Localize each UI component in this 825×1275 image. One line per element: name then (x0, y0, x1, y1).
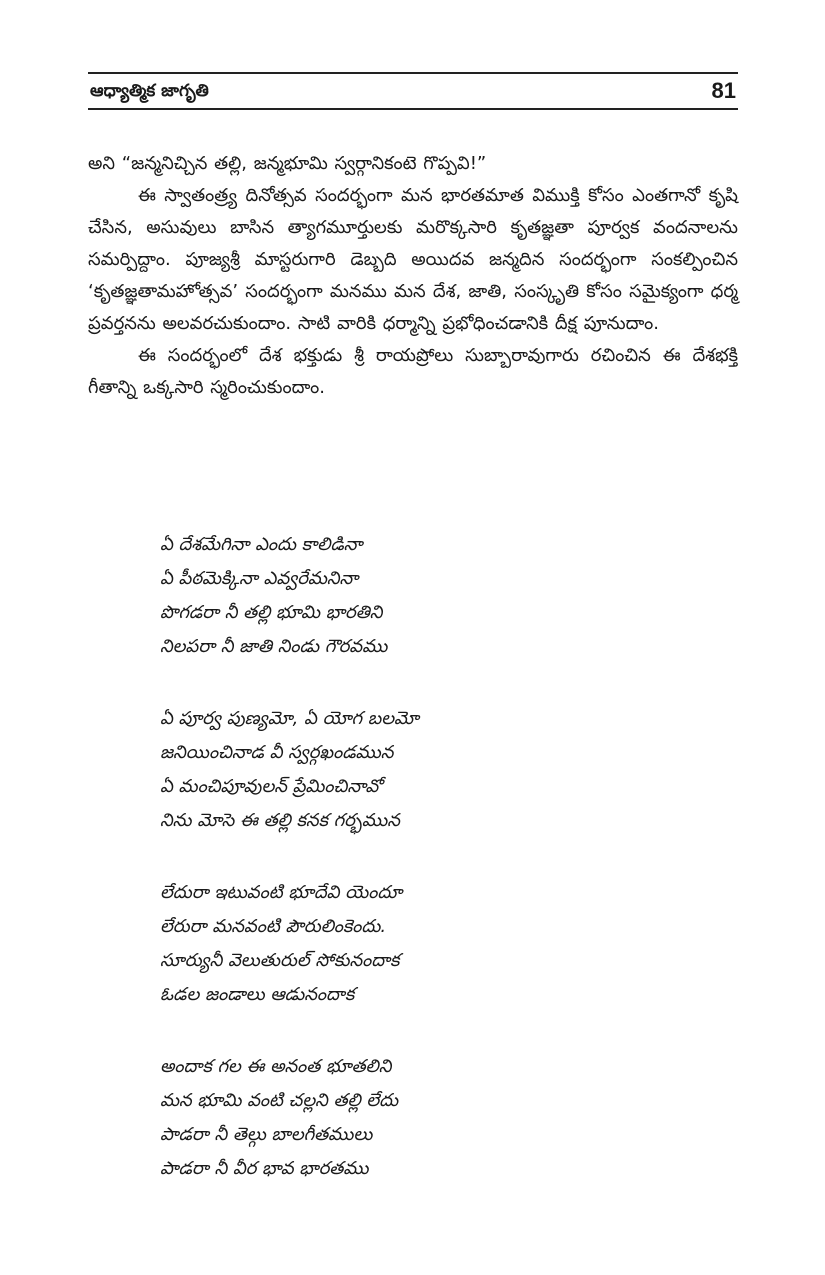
poem-line: సూర్యునీ వెలుతురుల్ సోకునందాక (160, 950, 400, 971)
page-header (88, 72, 738, 110)
paragraph-main: ఈ స్వాతంత్ర్య దినోత్సవ సందర్భంగా మన భారతమాత విముక్తి కోసం ఎంతగానో కృషి చేసిన, అసువులు బాసిన త్యాగమూర్తులకు మరొక్కసారి కృతజ్ఞతా పూర్వక వందనాలను సమర్పిద్దాం. పూజ్యశ్రీ మాస్టరుగారి డెబ్బది అయిదవ జన్మదిన సందర్భంగా సంకల్పించిన ‘కృతజ్ఞతామహోత్సవ’ సందర్భంగా మనము మన దేశ, జాతి, సంస్కృతి కోసం సమైక్యంగా ధర్మ ప్రవర్తనను అలవరచుకుందాం. సాటి వారికి ధర్మాన్ని ప్రభోధించడానికి దీక్ష పూనుదాం. (88, 185, 738, 334)
poem-line: నిలపరా నీ జాతి నిండు గౌరవము (160, 636, 388, 657)
paragraph-intro-song: ఈ సందర్భంలో దేశ భక్తుడు శ్రీ రాయప్రోలు సుబ్బారావుగారు రచించిన ఈ దేశభక్తి గీతాన్ని ఒక్కసారి స్మరించుకుందాం. (88, 345, 738, 398)
poem-line: అందాక గల ఈ అనంత భూతలిని (160, 1056, 392, 1077)
poem-stanza (160, 876, 680, 1012)
poem-line: ఏ పూర్వ పుణ్యమో, ఏ యోగ బలమో (160, 708, 419, 729)
poem-line: ఏ పీఠమెక్కినా ఎవ్వరేమనినా (160, 568, 359, 589)
page-number: 81 (711, 78, 736, 103)
poem-line: లేరురా మనవంటి పౌరులింకెందు. (160, 916, 387, 937)
poem-line: పొగడరా నీ తల్లి భూమి భారతిని (160, 602, 383, 623)
body-text (88, 148, 738, 404)
poem-line: ఏ మంచిపూవులన్ ప్రేమించినావో (160, 776, 382, 797)
poem-line: పాడరా నీ తెల్గు బాలగీతములు (160, 1124, 373, 1145)
poem-line: లేదురా ఇటువంటి భూదేవి యెందూ (160, 882, 403, 903)
poem-line: నిను మోసె ఈ తల్లి కనక గర్భమున (160, 810, 400, 831)
poem (160, 528, 680, 1224)
poem-line: మన భూమి వంటి చల్లని తల్లి లేదు (160, 1090, 399, 1111)
poem-line: ఏ దేశమేగినా ఎందు కాలిడినా (160, 534, 363, 555)
poem-stanza (160, 702, 680, 838)
running-title: ఆధ్యాత్మిక జాగృతి (90, 81, 209, 101)
paragraph-quote: అని “జన్మనిచ్చిన తల్లి, జన్మభూమి స్వర్గానికంటె గొప్పవి!” (88, 153, 487, 174)
poem-line: ఓడల జండాలు ఆడునందాక (160, 984, 355, 1005)
poem-stanza (160, 528, 680, 664)
poem-stanza (160, 1050, 680, 1186)
poem-line: జనియించినాడ వీ స్వర్గఖండమున (160, 742, 394, 763)
poem-line: పాడరా నీ వీర భావ భారతము (160, 1158, 369, 1179)
